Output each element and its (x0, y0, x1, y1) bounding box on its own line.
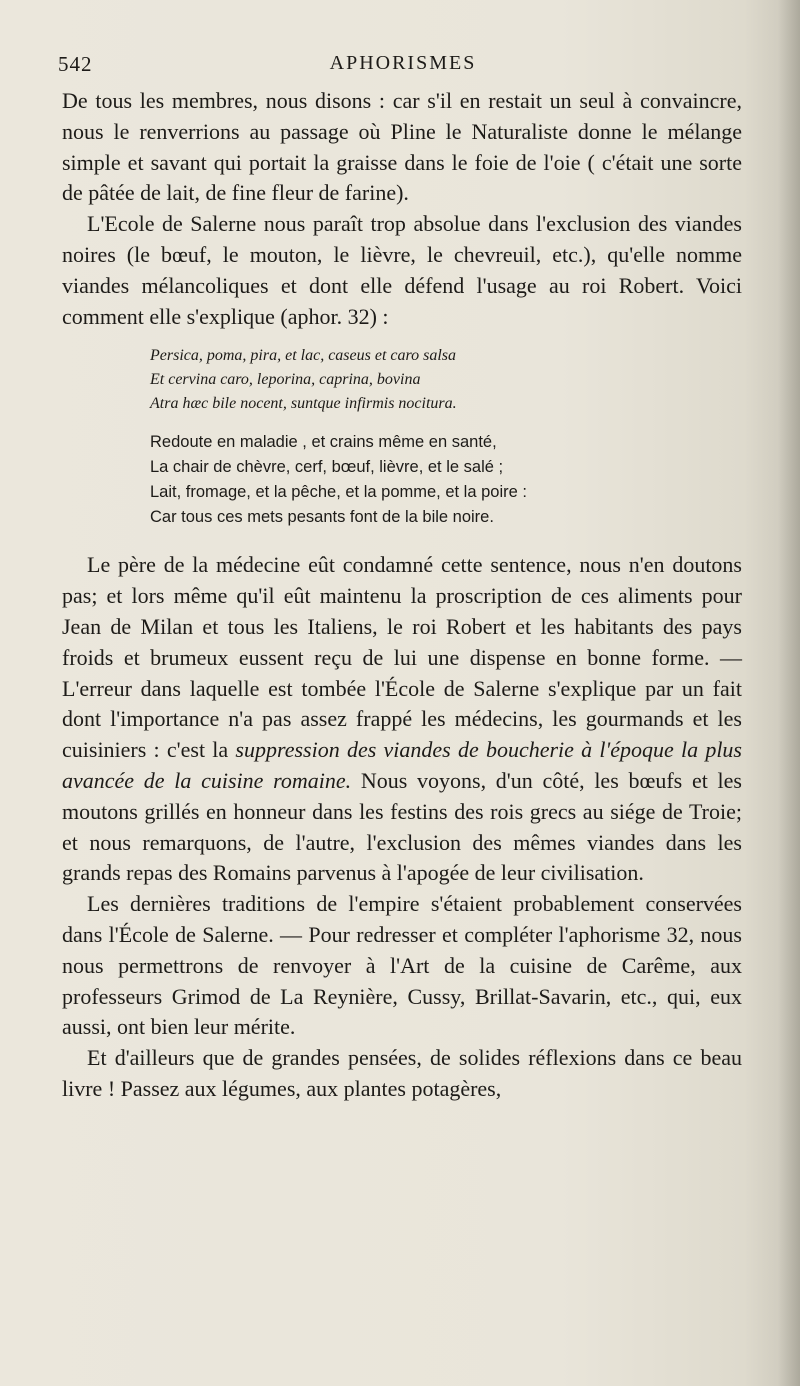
french-verse-line: Lait, fromage, et la pêche, et la pomme, et la poire : (150, 483, 527, 502)
paragraph-2: L'Ecole de Salerne nous paraît trop absolue dans l'exclusion des viandes noires (le bœuf, le mouton, le lièvre, le chevreuil, etc.), qu'elle nomme viandes mélancoliques et dont elle défend l'usage au roi Robert. Voici comment elle s'explique (aphor. 32) : (62, 211, 742, 329)
french-verse-line: Redoute en maladie , et crains même en santé, (150, 433, 497, 452)
paragraph-4: Les dernières traditions de l'empire s'étaient probablement conservées dans l'École de Salerne. — Pour redresser et compléter l'aphorisme 32, nous nous permettrons de renvoyer à l'Art de la cuisine de Carême, aux professeurs Grimod de La Reynière, Cussy, Brillat-Savarin, etc., qui, eux aussi, ont bien leur mérite. (62, 891, 742, 1040)
french-verse-line: La chair de chèvre, cerf, bœuf, lièvre, et le salé ; (150, 458, 504, 477)
running-header (58, 50, 748, 80)
page-number: 542 (58, 52, 93, 76)
paragraph-5: Et d'ailleurs que de grandes pensées, de solides réflexions dans ce beau livre ! Passez aux légumes, aux plantes potagères, (62, 1045, 742, 1101)
latin-verse-line: Et cervina caro, leporina, caprina, bovina (150, 371, 421, 389)
paragraph-3-end: Nous voyons, d'un côté, les bœufs et les moutons grillés en honneur dans les festins des rois grecs au siége de Troie; et nous remarquons, de l'autre, l'exclusion des mêmes viandes dans les grands repas des Romains parvenus à l'apogée de leur civilisation. (62, 767, 742, 886)
page-edge-shadow (778, 0, 800, 1386)
paragraph-3-emphasis: suppression des viandes de boucherie à l'époque la plus avancée de la cuisine romaine. (62, 737, 742, 793)
latin-verse-line: Atra hæc bile nocent, suntque infirmis nocitura. (150, 395, 457, 413)
running-title: APHORISMES (329, 52, 477, 74)
paragraph-3 (62, 550, 742, 889)
latin-verse-line: Persica, poma, pira, et lac, caseus et caro salsa (150, 347, 457, 365)
french-verse-line: Car tous ces mets pesants font de la bile noire. (150, 508, 494, 527)
paragraph-3-start: Le père de la médecine eût condamné cette sentence, nous n'en doutons pas; et lors même qu'il eût maintenu la proscription de ces aliments pour Jean de Milan et tous les Italiens, le roi Robert et les habitants des pays froids et brumeux eussent reçu de lui une dispense en bonne forme. — L'erreur dans laquelle est tombée l'École de Salerne s'explique par un fait dont l'importance n'a pas assez frappé les médecins, les gourmands et les cuisiniers : c'est la (62, 552, 742, 763)
french-verse (150, 430, 742, 530)
paragraph-1: De tous les membres, nous disons : car s'il en restait un seul à convaincre, nous le renverrions au passage où Pline le Naturaliste donne le mélange simple et savant qui portait la graisse dans le foie de l'oie ( c'était une sorte de pâtée de lait, de fine fleur de farine). (62, 88, 742, 206)
latin-verse (150, 344, 742, 416)
body-text (62, 86, 742, 1105)
